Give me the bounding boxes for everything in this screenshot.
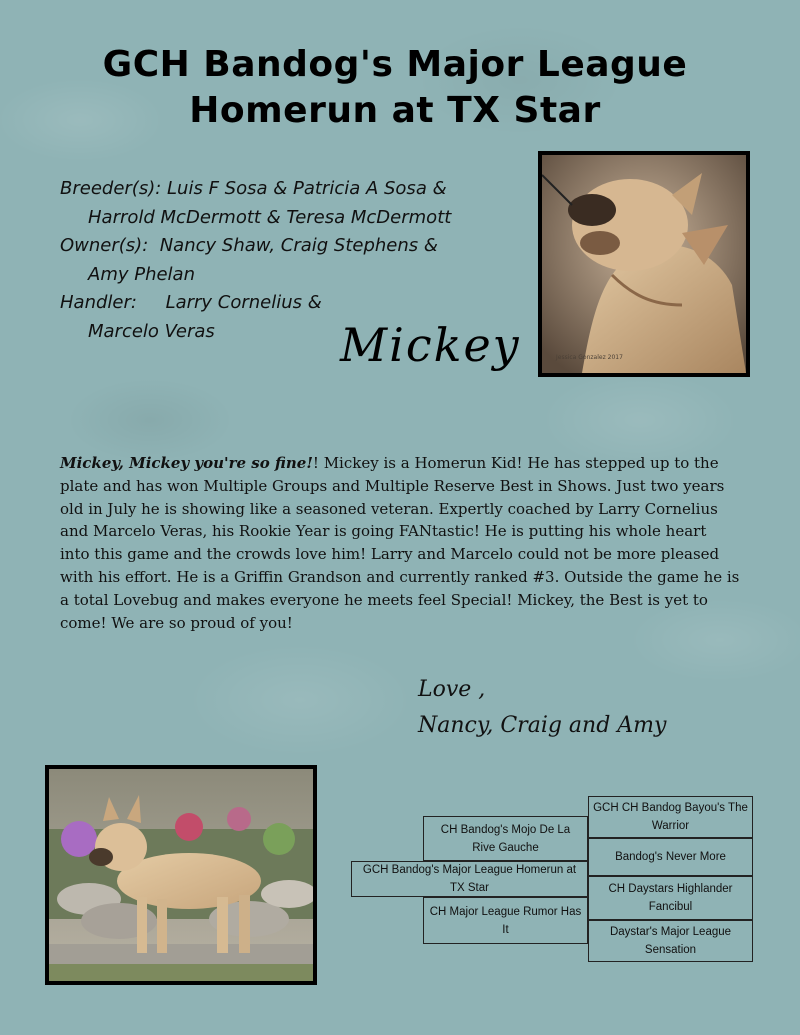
- story-body: ! Mickey is a Homerun Kid! He has stepped up to the plate and has won Multiple Groups and Multiple Reserve Best in Shows. Just two years old in July he is showing like a seasoned veteran. Expertly coached by Larry Cornelius and Marcelo Veras, his Rookie Year is going FANtastic! He is putting his whole heart into this game and the crowds love him! Larry and Marcelo could not be more pleased with his effort. He is a Griffin Grandson and currently ranked #3. Outside the game he is a total Lovebug and makes everyone he meets feel Special! Mickey, the Best is yet to come! We are so proud of you!: [60, 454, 740, 632]
- story-lead: Mickey, Mickey you're so fine!: [60, 454, 313, 472]
- handler-names: Larry Cornelius &: [165, 292, 322, 313]
- pedigree-sire: CH Bandog's Mojo De La Rive Gauche: [423, 816, 588, 861]
- photo-credit: Jessica Gonzalez 2017: [556, 354, 623, 361]
- page-title: [0, 42, 790, 134]
- pedigree-dam-sire: CH Daystars Highlander Fancibul: [588, 876, 753, 920]
- dog-nickname: Mickey: [340, 318, 521, 372]
- signoff: [418, 672, 666, 744]
- pedigree-dam-dam: Daystar's Major League Sensation: [588, 920, 753, 962]
- owner-line: [60, 232, 480, 261]
- signoff-love: Love ,: [418, 677, 486, 702]
- stack-illustration: [49, 769, 313, 981]
- owner-names: Nancy Shaw, Craig Stephens &: [159, 235, 438, 256]
- breeder-line: [60, 175, 480, 204]
- pedigree-subject: GCH Bandog's Major League Homerun at TX Star: [351, 861, 588, 897]
- breeder-label: Breeder(s):: [60, 178, 162, 199]
- breeder-names-cont: Harrold McDermott & Teresa McDermott: [88, 206, 452, 228]
- stack-photo: [45, 765, 317, 985]
- owner-label: Owner(s):: [60, 235, 149, 256]
- headshot-illustration: [542, 155, 746, 373]
- pedigree-sire-sire: GCH CH Bandog Bayou's The Warrior: [588, 796, 753, 838]
- headshot-photo: [538, 151, 750, 377]
- pedigree-sire-dam: Bandog's Never More: [588, 838, 753, 876]
- title-line-1: GCH Bandog's Major League: [102, 44, 688, 85]
- handler-names-cont: Marcelo Veras: [88, 320, 215, 342]
- handler-label: Handler:: [60, 292, 137, 313]
- story-paragraph: [60, 452, 740, 634]
- pedigree-dam: CH Major League Rumor Has It: [423, 897, 588, 944]
- title-line-2: Homerun at TX Star: [189, 90, 601, 131]
- handler-line: [60, 289, 480, 318]
- owner-names-cont: Amy Phelan: [88, 263, 195, 285]
- breeder-names: Luis F Sosa & Patricia A Sosa &: [167, 178, 447, 199]
- signoff-names: Nancy, Craig and Amy: [418, 713, 667, 738]
